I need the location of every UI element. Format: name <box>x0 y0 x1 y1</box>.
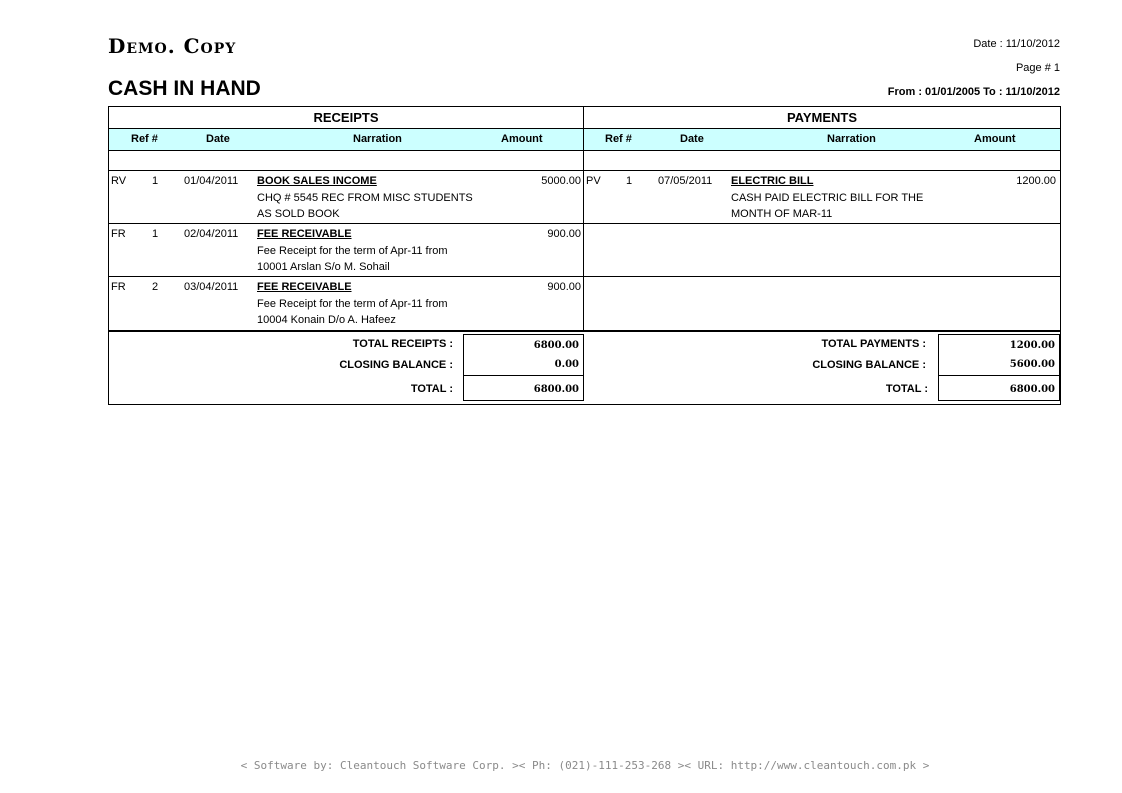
voucher-ref: 2 <box>152 281 159 293</box>
voucher-ref: 1 <box>152 175 159 187</box>
receipt-row <box>109 173 583 225</box>
report-date: Date : 11/10/2012 <box>973 38 1060 50</box>
total-separator <box>939 375 1059 376</box>
closing-balance-value: 5600.00 <box>1009 359 1055 370</box>
row-divider <box>109 276 1060 277</box>
narration-line: 10004 Konain D/o A. Hafeez <box>257 314 396 326</box>
amount: 900.00 <box>547 228 581 240</box>
col-narration: Narration <box>353 133 402 145</box>
row-divider <box>109 170 1060 171</box>
total-separator <box>464 375 583 376</box>
voucher-ref: 1 <box>152 228 159 240</box>
payment-row <box>584 173 1060 225</box>
account-head: FEE RECEIVABLE <box>257 228 352 240</box>
voucher-type: RV <box>111 175 127 187</box>
narration-line: MONTH OF MAR-11 <box>731 208 833 220</box>
voucher-date: 02/04/2011 <box>184 228 239 240</box>
voucher-type: FR <box>111 281 126 293</box>
payments-column-header <box>584 129 1060 151</box>
amount: 900.00 <box>547 281 581 293</box>
narration-line: CASH PAID ELECTRIC BILL FOR THE <box>731 191 924 204</box>
receipt-row <box>109 279 583 331</box>
voucher-date: 01/04/2011 <box>184 175 239 187</box>
col-narration: Narration <box>827 133 876 145</box>
receipts-section-title: RECEIPTS <box>109 107 583 129</box>
row-divider <box>109 223 1060 224</box>
narration-line: CHQ # 5545 REC FROM MISC STUDENTS <box>257 191 473 204</box>
narration-line: Fee Receipt for the term of Apr-11 from <box>257 297 448 310</box>
voucher-date: 07/05/2011 <box>658 175 713 187</box>
amount: 5000.00 <box>541 175 581 187</box>
voucher-date: 03/04/2011 <box>184 281 239 293</box>
total-receipts-label: TOTAL RECEIPTS : <box>352 338 453 350</box>
col-amount: Amount <box>974 133 1016 145</box>
col-date: Date <box>680 133 704 145</box>
voucher-type: FR <box>111 228 126 240</box>
payments-totals-box <box>938 334 1060 401</box>
demo-copy-label: Demo. Copy <box>108 34 237 58</box>
narration-line: AS SOLD BOOK <box>257 208 340 220</box>
col-ref: Ref # <box>131 133 158 145</box>
closing-balance-value: 0.00 <box>554 359 579 370</box>
date-range: From : 01/01/2005 To : 11/10/2012 <box>887 86 1060 98</box>
account-head: BOOK SALES INCOME <box>257 175 377 187</box>
narration-line: Fee Receipt for the term of Apr-11 from <box>257 244 448 257</box>
total-receipts-value: 6800.00 <box>533 340 579 351</box>
account-head: FEE RECEIVABLE <box>257 281 352 293</box>
grand-total-value: 6800.00 <box>533 384 579 395</box>
grand-total-value: 6800.00 <box>1009 384 1055 395</box>
totals-section <box>108 331 1061 405</box>
grand-total-label: TOTAL : <box>885 383 928 395</box>
account-head: ELECTRIC BILL <box>731 175 814 187</box>
receipts-column-header <box>109 129 583 151</box>
col-ref: Ref # <box>605 133 632 145</box>
closing-balance-label: CLOSING BALANCE : <box>339 359 453 371</box>
col-date: Date <box>206 133 230 145</box>
narration-line: 10001 Arslan S/o M. Sohail <box>257 261 390 273</box>
receipt-row <box>109 226 583 278</box>
total-payments-label: TOTAL PAYMENTS : <box>821 338 926 350</box>
grand-total-label: TOTAL : <box>410 383 453 395</box>
col-amount: Amount <box>501 133 543 145</box>
page-number: Page # 1 <box>1015 62 1060 74</box>
amount: 1200.00 <box>1016 175 1056 187</box>
voucher-type: PV <box>586 175 601 187</box>
voucher-ref: 1 <box>626 175 633 187</box>
software-footer: < Software by: Cleantouch Software Corp. >< Ph: (021)-111-253-268 >< URL: http://www.cleantouch.com.pk > <box>240 759 930 772</box>
report-title: CASH IN HAND <box>108 77 261 100</box>
total-payments-value: 1200.00 <box>1009 340 1055 351</box>
closing-balance-label: CLOSING BALANCE : <box>812 359 926 371</box>
payments-section-title: PAYMENTS <box>584 107 1060 129</box>
receipts-totals-box <box>463 334 584 401</box>
cash-book-table <box>108 106 1061 331</box>
